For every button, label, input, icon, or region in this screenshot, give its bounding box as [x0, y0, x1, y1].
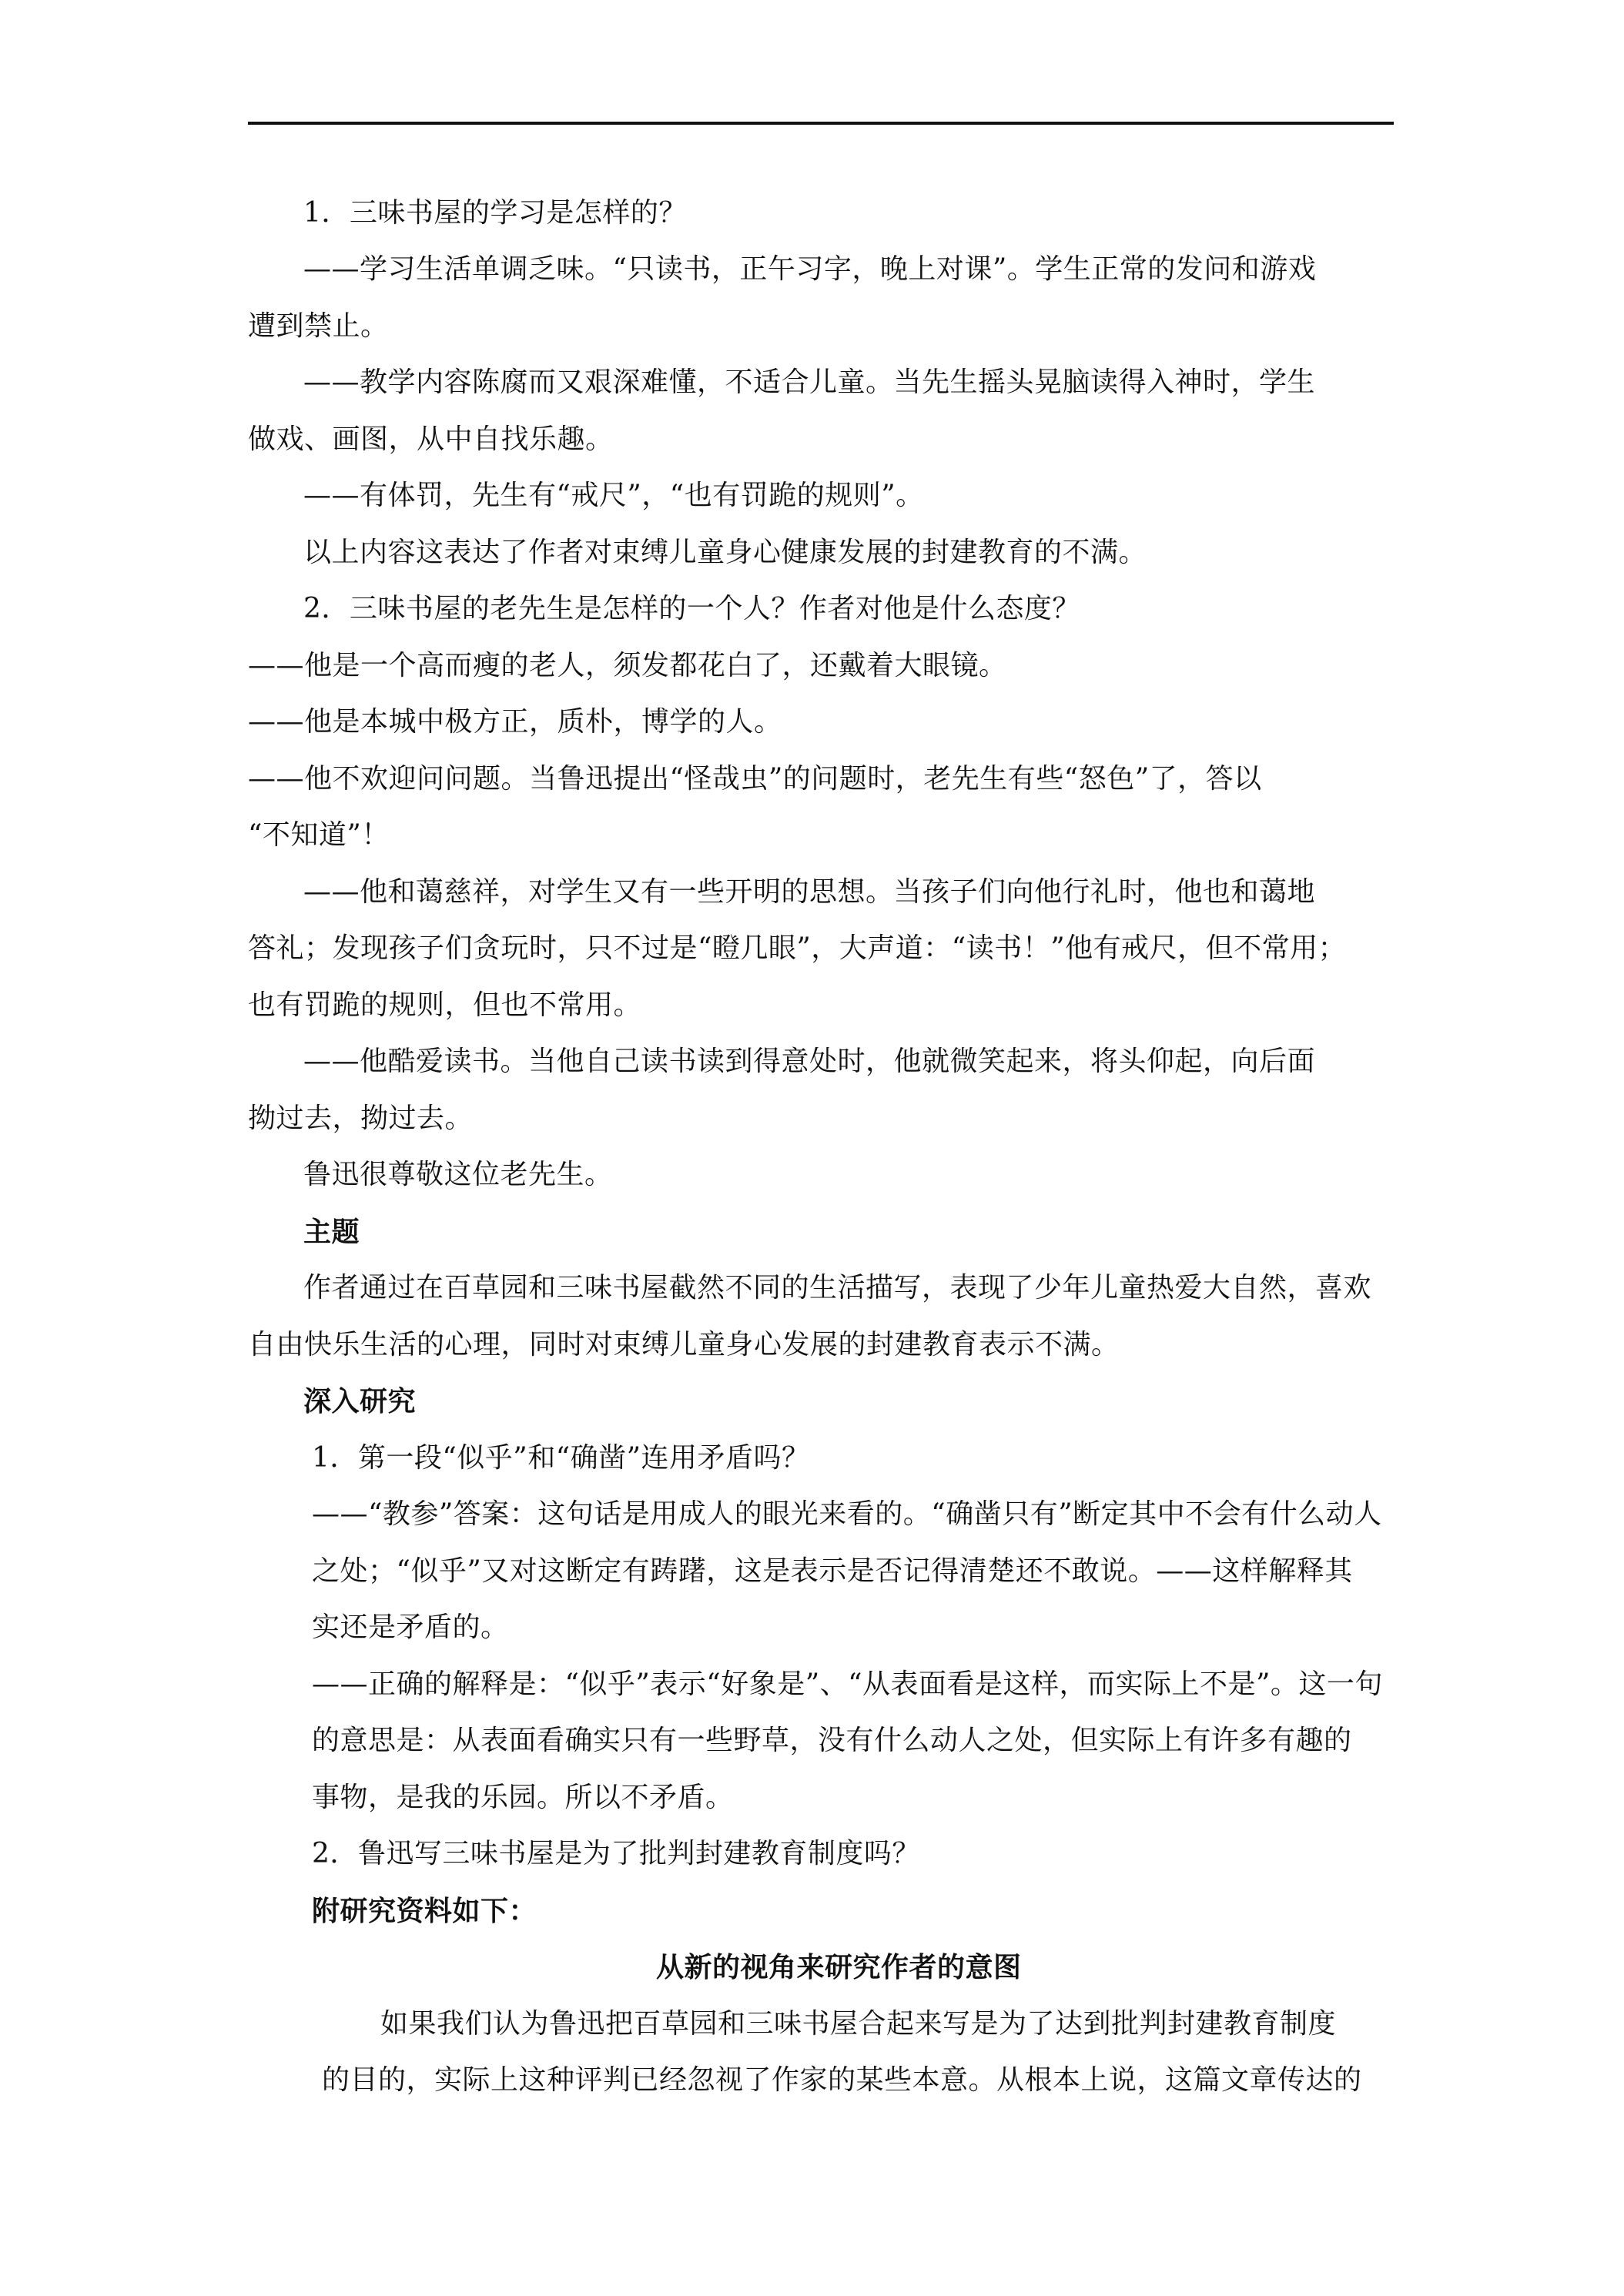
question-2: 2．鲁迅写三味书屋是为了批判封建教育制度吗？	[312, 1838, 920, 1869]
question-1: 1．三味书屋的学习是怎样的？	[303, 197, 687, 229]
answer-line: ——他是一个高而瘦的老人，须发都花白了，还戴着大眼镜。	[248, 650, 1007, 681]
answer-line: ——“教参”答案：这句话是用成人的眼光来看的。“确凿只有”断定其中不会有什么动人	[312, 1498, 1382, 1530]
summary-line: 鲁迅很尊敬这位老先生。	[303, 1159, 613, 1190]
question-1: 1．第一段“似乎”和“确凿”连用矛盾吗？	[312, 1442, 810, 1474]
answer-line: ——正确的解释是：“似乎”表示“好象是”、“从表面看是这样，而实际上不是”。这一句	[312, 1668, 1383, 1700]
answer-line: ——他酷爱读书。当他自己读书读到得意处时，他就微笑起来，将头仰起，向后面	[303, 1046, 1316, 1077]
header-rule	[248, 122, 1394, 125]
article-paragraph: 如果我们认为鲁迅把百草园和三味书屋合起来写是为了达到批判封建教育制度	[380, 2008, 1337, 2040]
answer-line: 事物，是我的乐园。所以不矛盾。	[312, 1782, 734, 1813]
answer-line: 的意思是：从表面看确实只有一些野草，没有什么动人之处，但实际上有许多有趣的	[312, 1725, 1352, 1756]
summary-line: 以上内容这表达了作者对束缚儿童身心健康发展的封建教育的不满。	[303, 537, 1147, 568]
appendix-heading: 附研究资料如下：	[312, 1895, 537, 1927]
section-heading-research: 深入研究	[303, 1385, 417, 1417]
theme-paragraph: 作者通过在百草园和三味书屋截然不同的生活描写，表现了少年儿童热爱大自然，喜欢	[303, 1272, 1372, 1304]
section-heading-theme: 主题	[303, 1216, 360, 1248]
answer-line: ——教学内容陈腐而又艰深难懂，不适合儿童。当先生摇头晃脑读得入神时，学生	[303, 366, 1316, 398]
question-2: 2．三味书屋的老先生是怎样的一个人？作者对他是什么态度？	[303, 593, 1080, 624]
answer-line: ——他是本城中极方正，质朴，博学的人。	[248, 706, 782, 738]
answer-line: 答礼；发现孩子们贪玩时，只不过是“瞪几眼”，大声道：“读书！”他有戒尺，但不常用；	[248, 932, 1347, 964]
answer-line: 拗过去，拗过去。	[248, 1103, 474, 1134]
answer-line: 实还是矛盾的。	[312, 1612, 509, 1643]
answer-line: 也有罚跪的规则，但也不常用。	[248, 989, 642, 1021]
answer-line: “不知道”！	[248, 819, 390, 851]
answer-line: 遭到禁止。	[248, 310, 389, 342]
answer-line: 做戏、画图，从中自找乐趣。	[248, 423, 614, 455]
answer-line: ——他和蔼慈祥，对学生又有一些开明的思想。当孩子们向他行礼时，他也和蔼地	[303, 876, 1316, 908]
answer-line: ——学习生活单调乏味。“只读书，正午习字，晚上对课”。学生正常的发问和游戏	[303, 253, 1317, 285]
answer-line: 之处；“似乎”又对这断定有踌躇，这是表示是否记得清楚还不敢说。——这样解释其	[312, 1555, 1353, 1587]
article-title: 从新的视角来研究作者的意图	[656, 1951, 1022, 1983]
answer-line: ——有体罚，先生有“戒尺”，“也有罚跪的规则”。	[303, 480, 924, 511]
theme-paragraph: 自由快乐生活的心理，同时对束缚儿童身心发展的封建教育表示不满。	[248, 1329, 1120, 1361]
article-paragraph: 的目的，实际上这种评判已经忽视了作家的某些本意。从根本上说，这篇文章传达的	[322, 2064, 1362, 2096]
answer-line: ——他不欢迎问问题。当鲁迅提出“怪哉虫”的问题时，老先生有些“怒色”了，答以	[248, 763, 1262, 795]
